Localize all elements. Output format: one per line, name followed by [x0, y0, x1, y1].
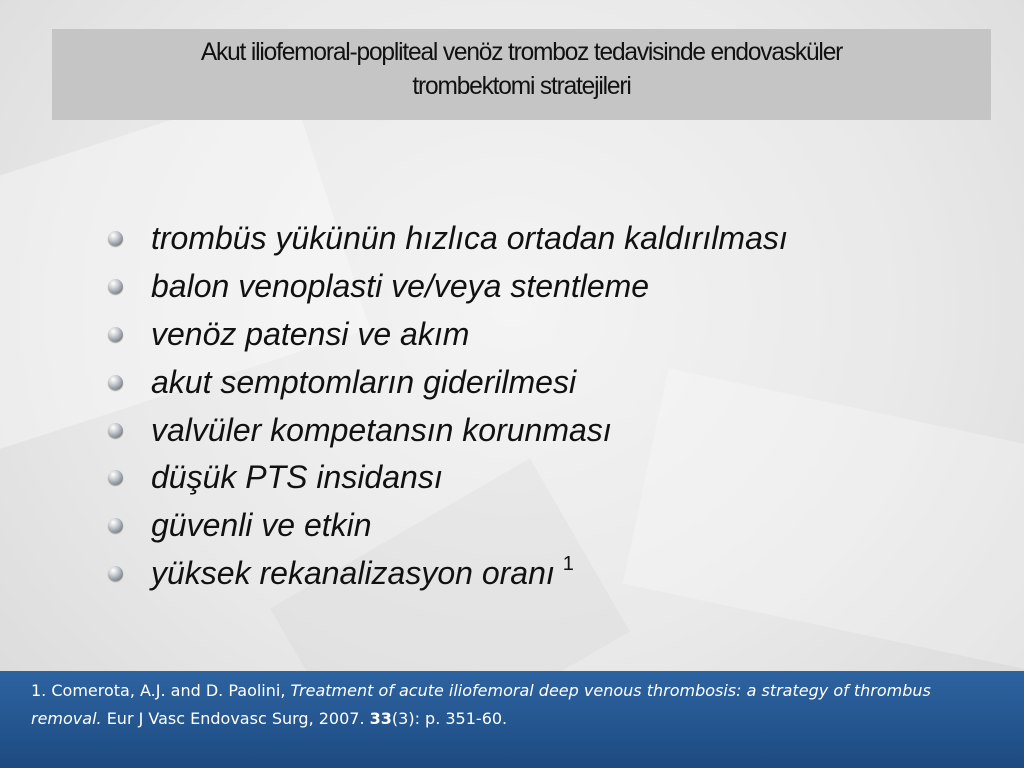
- bullet-text: trombüs yükünün hızlıca ortadan kaldırılması: [151, 220, 788, 257]
- reference-authors: 1. Comerota, A.J. and D. Paolini,: [31, 681, 291, 700]
- bullet-sphere-icon: [108, 423, 123, 438]
- reference-title: Treatment of acute iliofemoral deep venous thrombosis: a strategy of thrombus removal.: [31, 681, 931, 728]
- bullet-item: [108, 550, 788, 598]
- reference-citation: [31, 677, 1000, 733]
- bullet-sphere-icon: [108, 470, 123, 485]
- bullet-text: akut semptomların giderilmesi: [151, 363, 577, 400]
- slide-title-line-2: trombektomi stratejileri: [412, 72, 631, 100]
- bullet-item: [108, 311, 788, 359]
- reference-pages: (3): p. 351-60.: [391, 709, 508, 728]
- reference-journal: Eur J Vasc Endovasc Surg, 2007.: [101, 709, 370, 728]
- bullet-sphere-icon: [108, 279, 123, 294]
- bullet-sphere-icon: [108, 375, 123, 390]
- reference-superscript: 1: [562, 553, 574, 576]
- bullet-sphere-icon: [108, 327, 123, 342]
- bullet-item: [108, 215, 788, 263]
- bullet-item: [108, 358, 788, 406]
- bullet-item: [108, 263, 788, 311]
- bullet-text: venöz patensi ve akım: [151, 315, 470, 352]
- bullet-item: [108, 406, 788, 454]
- footer-reference-band: [0, 671, 1024, 768]
- bullet-sphere-icon: [108, 566, 123, 581]
- bullet-text: düşük PTS insidansı: [151, 459, 443, 496]
- bullet-sphere-icon: [108, 518, 123, 533]
- title-box: [52, 29, 991, 120]
- bullet-item: [108, 454, 788, 502]
- bullet-list: [108, 215, 788, 597]
- bullet-text: güvenli ve etkin: [151, 507, 372, 544]
- bullet-text: valvüler kompetansın korunması: [151, 411, 612, 448]
- bullet-text-content: yüksek rekanalizasyon oranı: [151, 554, 555, 591]
- bullet-text: balon venoplasti ve/veya stentleme: [151, 268, 650, 305]
- slide-title-line-1: Akut iliofemoral-popliteal venöz tromboz tedavisinde endovasküler: [200, 38, 843, 66]
- bullet-sphere-icon: [108, 231, 123, 246]
- bullet-item: [108, 502, 788, 550]
- reference-volume: 33: [369, 709, 392, 728]
- bullet-text: [151, 555, 574, 592]
